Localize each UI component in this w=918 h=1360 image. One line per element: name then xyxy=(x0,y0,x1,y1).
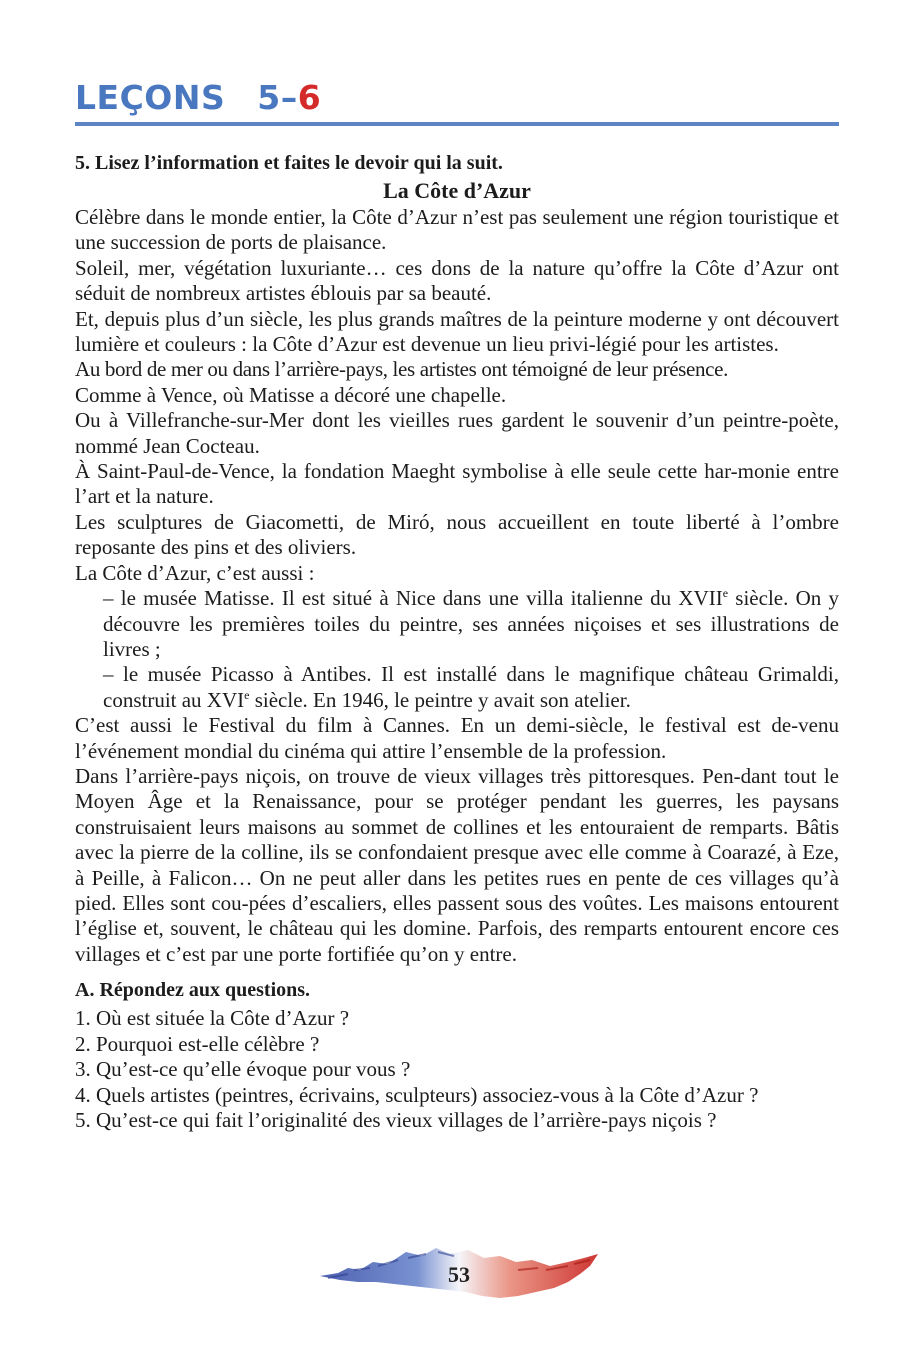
paragraph: Dans l’arrière-pays niçois, on trouve de vieux villages très pittoresques. Pen-dant tout le Moyen Âge et la Renaissance, pour se protéger pendant les guerres, les paysans construisaient leurs maisons au sommet de collines et les entouraient de remparts. Bâtis avec la pierre de la colline, ils se confondaient presque avec elle comme à Coarazé, à Eze, à Peille, à Falicon… On ne peut aller dans les petites rues en pente de ces villages qu’à pied. Elles sont cou-pées d’escaliers, elles passent sous des voûtes. Les maisons entourent l’église et, souvent, le château qui les domine. Parfois, des remparts entourent encore ces villages et c’est par une porte fortifiée qu’on y entre. xyxy=(75,763,839,966)
list-item-text: siècle. On y découvre les premières toiles du peintre, ses années niçoises et ses illustrations de livres ; xyxy=(103,586,839,661)
paragraph: Les sculptures de Giacometti, de Miró, nous accueillent en toute liberté à l’ombre reposante des pins et des oliviers. xyxy=(75,509,839,560)
exercise-heading: 5. Lisez l’information et faites le devoir qui la suit. xyxy=(75,152,503,174)
text-title: La Côte d’Azur xyxy=(383,178,531,203)
lesson-number-first: 5 xyxy=(257,78,281,117)
page-number: 53 xyxy=(448,1262,470,1287)
lesson-title xyxy=(75,78,839,118)
lesson-header xyxy=(75,78,839,126)
header-rule xyxy=(75,122,839,126)
reading-text xyxy=(75,205,839,967)
paragraph: Et, depuis plus d’un siècle, les plus grands maîtres de la peinture moderne y ont découvert lumière et couleurs : la Côte d’Azur est devenue un lieu privi-légié pour les artistes. xyxy=(75,306,839,357)
paragraph: Comme à Vence, où Matisse a décoré une chapelle. xyxy=(75,382,507,407)
question-item: 1. Où est située la Côte d’Azur ? xyxy=(75,1006,350,1031)
paragraph: Au bord de mer ou dans l’arrière-pays, les artistes ont témoigné de leur présence. xyxy=(75,357,728,382)
lesson-number-last: 6 xyxy=(297,78,322,117)
question-item: 4. Quels artistes (peintres, écrivains, sculpteurs) associez-vous à la Côte d’Azur ? xyxy=(75,1082,759,1107)
list-item-text: siècle. En 1946, le peintre y avait son atelier. xyxy=(249,687,631,712)
paragraph: La Côte d’Azur, c’est aussi : xyxy=(75,560,315,585)
lesson-word: LEÇONS xyxy=(75,78,226,117)
list-item-text: – le musée Matisse. Il est situé à Nice dans une villa italienne du XVII xyxy=(103,586,723,611)
question-item: 3. Qu’est-ce qu’elle évoque pour vous ? xyxy=(75,1057,411,1082)
page-footer xyxy=(318,1240,600,1306)
question-item: 2. Pourquoi est-elle célèbre ? xyxy=(75,1031,320,1056)
paragraph: Célèbre dans le monde entier, la Côte d’Azur n’est pas seulement une région touristique et une succession de ports de plaisance. xyxy=(75,205,839,255)
list-item-matisse xyxy=(75,586,839,662)
questions-heading: A. Répondez aux questions. xyxy=(75,979,311,1002)
page-content xyxy=(75,78,839,1134)
questions-list xyxy=(75,1006,839,1134)
question-item: 5. Qu’est-ce qui fait l’originalité des vieux villages de l’arrière-pays niçois ? xyxy=(75,1108,717,1133)
superscript: e xyxy=(722,586,729,601)
paragraph: À Saint-Paul-de-Vence, la fondation Maeght symbolise à elle seule cette har-monie entre l’art et la nature. xyxy=(75,459,839,509)
paragraph: C’est aussi le Festival du film à Cannes. En un demi-siècle, le festival est de-venu l’événement mondial du cinéma qui attire l’ensemble de la profession. xyxy=(75,713,839,763)
lesson-number-dash: – xyxy=(280,78,298,117)
list-item-text: – le musée Picasso à Antibes. Il est installé dans le magnifique château Grimaldi, construit au XVI xyxy=(103,662,839,712)
paragraph: Ou à Villefranche-sur-Mer dont les vieilles rues gardent le souvenir d’un peintre-poète, nommé Jean Cocteau. xyxy=(75,408,839,458)
paragraph: Soleil, mer, végétation luxuriante… ces dons de la nature qu’offre la Côte d’Azur ont séduit de nombreux artistes éblouis par sa beauté. xyxy=(75,255,839,306)
superscript: e xyxy=(244,687,250,702)
lesson-numbers xyxy=(257,78,321,117)
list-item-picasso xyxy=(75,662,839,713)
